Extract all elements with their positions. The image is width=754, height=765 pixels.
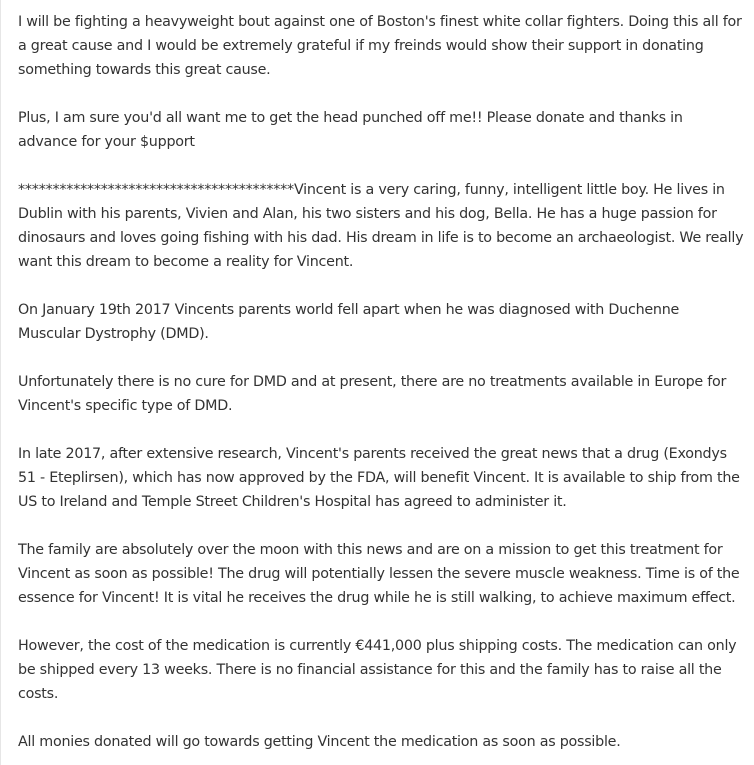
story-paragraph-about-vincent: ****************************************Vincent is a very caring, funny, intelligent little boy. He lives in Dublin with his parents, Vivien and Alan, his two sisters and his dog, Bella. He has a huge passion for dinosaurs and loves going fishing with his dad. His dream in life is to become an archaeologist. We really want this dream to become a reality for Vincent. [18, 182, 744, 270]
story-paragraph-appeal: Plus, I am sure you'd all want me to get the head punched off me!! Please donate and thanks in advance for your $upport [18, 110, 683, 150]
story-paragraph-diagnosis: On January 19th 2017 Vincents parents world fell apart when he was diagnosed with Duchenne Muscular Dystrophy (DMD). [18, 302, 680, 342]
story-paragraph-cost: However, the cost of the medication is currently €441,000 plus shipping costs. The medication can only be shipped every 13 weeks. There is no financial assistance for this and the family has to raise all the costs. [18, 638, 737, 702]
story-paragraph-closing: All monies donated will go towards getting Vincent the medication as soon as possible. [18, 734, 621, 750]
story-paragraph-intro: I will be fighting a heavyweight bout against one of Boston's finest white collar fighters. Doing this all for a great cause and I would be extremely grateful if my freinds would show their support in donating something towards this great cause. [18, 14, 742, 78]
story-paragraph-no-cure: Unfortunately there is no cure for DMD and at present, there are no treatments available in Europe for Vincent's specific type of DMD. [18, 374, 727, 414]
story-paragraph-family-mission: The family are absolutely over the moon with this news and are on a mission to get this treatment for Vincent as soon as possible! The drug will potentially lessen the severe muscle weakness. Time is of the essence for Vincent! It is vital he receives the drug while he is still walking, to achieve maximum effect. [18, 542, 740, 606]
story-paragraph-drug-news: In late 2017, after extensive research, Vincent's parents received the great news that a drug (Exondys 51 - Eteplirsen), which has now approved by the FDA, will benefit Vincent. It is available to ship from the US to Ireland and Temple Street Children's Hospital has agreed to administer it. [18, 446, 740, 510]
